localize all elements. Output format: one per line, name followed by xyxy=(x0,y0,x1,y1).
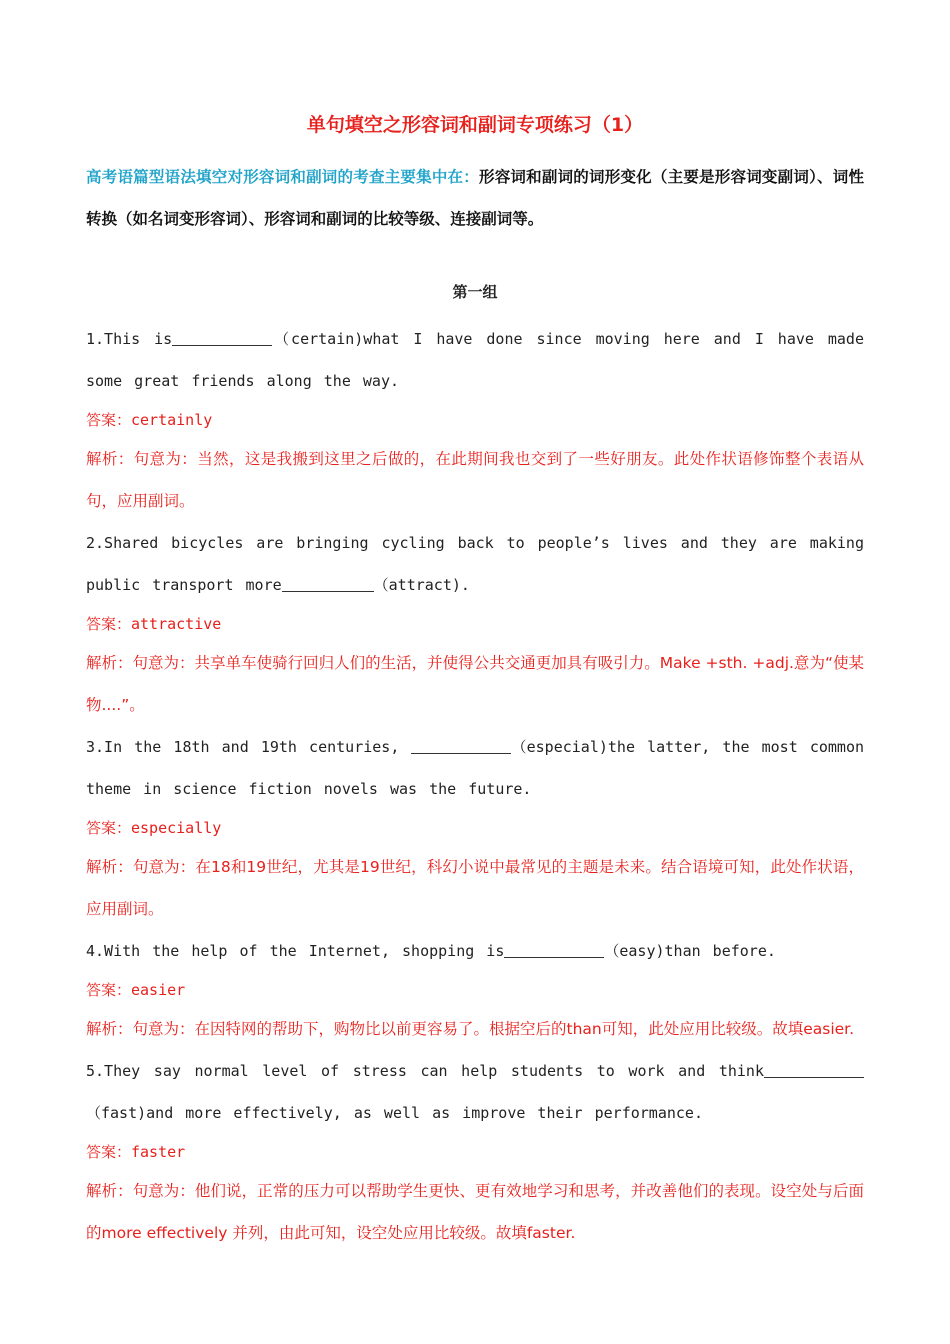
answer-blank xyxy=(764,1061,864,1078)
explanation-text: 解析：句意为：他们说，正常的压力可以帮助学生更快、更有效地学习和思考，并改善他们的表现。设空处与后面的more effectively 并列，由此可知，设空处应用比较级。故填faster. xyxy=(86,1182,864,1242)
answer-blank xyxy=(411,737,511,754)
answer-blank xyxy=(504,941,604,958)
question-text: 3.In the 18th and 19th centuries, （especial)the latter, the most common theme in science fiction novels was the future. xyxy=(86,738,865,798)
question-text: 4.With the help of the Internet, shopping is （easy)than before. xyxy=(86,942,776,960)
explanation-text: 解析：句意为：在因特网的帮助下，购物比以前更容易了。根据空后的than可知，此处应用比较级。故填easier. xyxy=(86,1020,855,1038)
answer-text: 答案：easier xyxy=(86,981,186,999)
answer-blank xyxy=(172,329,272,346)
page-title: 单句填空之形容词和副词专项练习（1） xyxy=(306,114,644,136)
exercise-item-1 xyxy=(86,318,864,522)
answer-text: 答案：especially xyxy=(86,819,222,837)
question-text: 5.They say normal level of stress can help students to work and think（fast)and more effectively, as well as improve their performance. xyxy=(86,1050,864,1134)
question-text: 2.Shared bicycles are bringing cycling back to people’s lives and they are making public transport more （attract). xyxy=(86,534,864,594)
exercise-item-3 xyxy=(86,726,864,930)
group-title: 第一组 xyxy=(452,283,498,301)
intro-rest: 形容词和副词的词形变化（主要是形容词变副词）、词性转换（如名词变形容词）、形容词和副词的比较等级、连接副词等。 xyxy=(86,168,864,228)
intro-lead: 高考语篇型语法填空对形容词和副词的考查主要集中在： xyxy=(86,168,479,186)
exercise-item-2 xyxy=(86,522,864,726)
exercise-item-4 xyxy=(86,930,864,1050)
answer-text: 答案：attractive xyxy=(86,615,222,633)
answer-text: 答案：faster xyxy=(86,1143,186,1161)
intro-paragraph xyxy=(86,156,864,240)
explanation-text: 解析：句意为：当然，这是我搬到这里之后做的，在此期间我也交到了一些好朋友。此处作状语修饰整个表语从句，应用副词。 xyxy=(86,450,864,510)
explanation-text: 解析：句意为：在18和19世纪，尤其是19世纪，科幻小说中最常见的主题是未来。结合语境可知，此处作状语，应用副词。 xyxy=(86,858,864,918)
answer-blank xyxy=(282,575,374,592)
question-text: 1.This is （certain)what I have done since moving here and I have made some great friends along the way. xyxy=(86,330,864,390)
exercise-item-5 xyxy=(86,1050,864,1254)
answer-text: 答案：certainly xyxy=(86,411,213,429)
explanation-text: 解析：句意为：共享单车使骑行回归人们的生活，并使得公共交通更加具有吸引力。Make +sth. +adj.意为“使某物....”。 xyxy=(86,654,864,714)
